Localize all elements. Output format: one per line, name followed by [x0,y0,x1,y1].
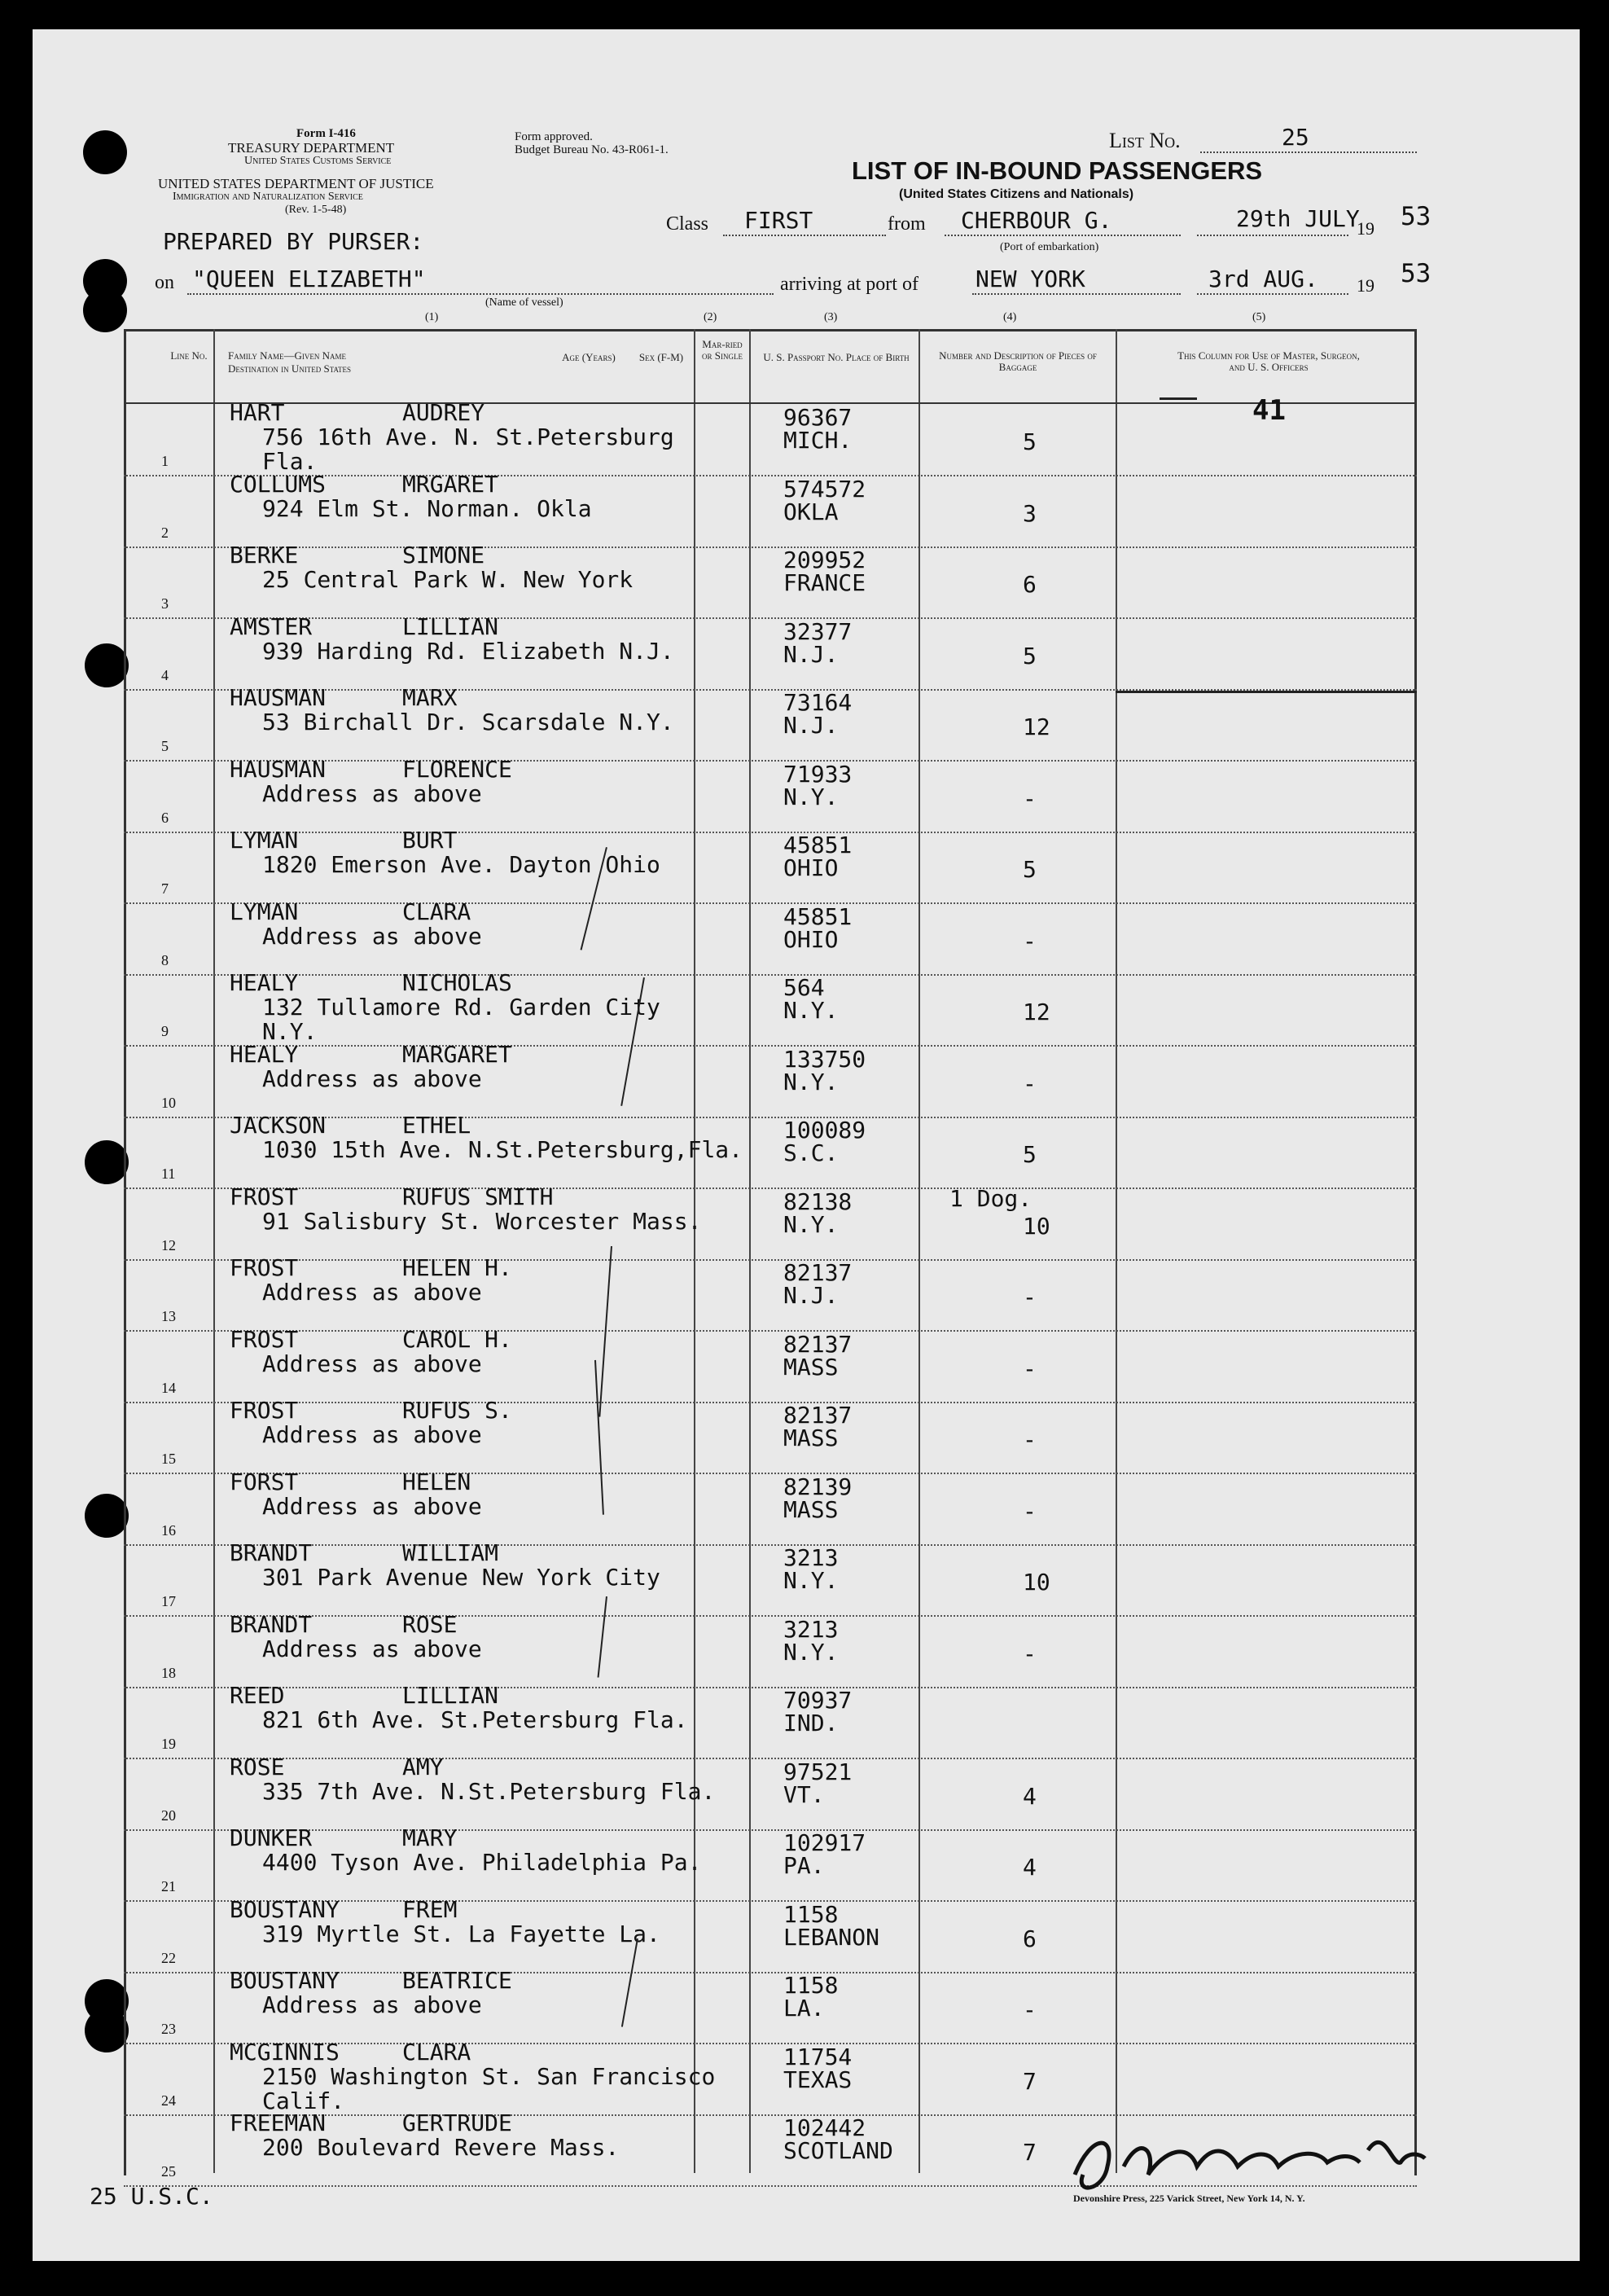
table-row [124,399,1417,476]
place-of-birth: N.Y. [783,783,839,810]
line-number: 3 [161,595,169,612]
given-name: LILLIAN [402,1682,499,1709]
passport-number: 1158 [783,1900,839,1928]
vessel-note: (Name of vessel) [485,296,563,309]
header-passport: U. S. Passport No. Place of Birth [763,351,910,363]
passport-number: 82137 [783,1259,853,1286]
family-name: BOUSTANY [230,1967,340,1994]
place-of-birth: MASS [783,1353,839,1381]
arrival-year: 53 [1401,259,1431,288]
punch-hole [85,2008,129,2052]
usc-reference: 25 U.S.C. [90,2183,213,2210]
place-of-birth: MASS [783,1425,839,1451]
header-married: Mar-ried or Single [702,338,743,362]
given-name: HELEN H. [402,1254,512,1281]
family-name: BERKE [230,542,299,569]
family-name: FROST [230,1254,299,1281]
given-name: AUDREY [402,399,485,426]
given-name: FREM [402,1895,458,1923]
officer-mark: 41 [1252,394,1286,427]
given-name: SIMONE [402,542,485,569]
line-number: 7 [161,880,169,897]
passport-number: 1158 [783,1972,839,1999]
family-name: BOUSTANY [230,1895,340,1923]
vessel-field: "QUEEN ELIZABETH" [187,262,774,295]
destination: Address as above [262,1279,482,1306]
baggage-count: 5 [1023,428,1037,455]
line-number: 14 [161,1379,176,1396]
baggage-count: 5 [1023,642,1037,669]
family-name: BRANDT [230,1610,313,1638]
place-of-birth: N.Y. [783,1210,839,1238]
embarkation-note: (Port of embarkation) [1000,241,1099,253]
given-name: MARGARET [402,1040,512,1068]
family-name: BRANDT [230,1539,313,1566]
passport-number: 3213 [783,1615,839,1643]
place-of-birth: MICH. [783,427,853,454]
table-row [124,1824,1417,1902]
passport-number: 133750 [783,1045,866,1073]
passport-number: 32377 [783,617,853,645]
destination: Address as above [262,1065,482,1092]
table-row [124,1468,1417,1546]
destination: 2150 Washington St. San Francisco [262,2062,716,2090]
baggage-count: - [1023,1284,1037,1310]
customs-service: United States Customs Service [244,155,392,167]
table-row [124,2038,1417,2116]
destination: 319 Myrtle St. La Fayette La. [262,1920,660,1947]
table-row [124,1967,1417,2044]
passport-number: 82137 [783,1402,853,1429]
destination: 756 16th Ave. N. St.Petersburg [262,424,674,450]
given-name: RUFUS S. [402,1397,512,1424]
column-number: (5) [1252,311,1266,323]
destination: 821 6th Ave. St.Petersburg Fla. [262,1706,688,1733]
line-number: 19 [161,1736,176,1752]
line-number: 21 [161,1878,176,1894]
place-of-birth: FRANCE [783,569,866,596]
passport-number: 11754 [783,2043,853,2070]
passport-number: 574572 [783,475,866,503]
table-row [124,1112,1417,1189]
place-of-birth: OKLA [783,498,839,525]
baggage-count: 6 [1023,571,1037,598]
line-number: 13 [161,1308,176,1324]
given-name: MRGARET [402,470,499,498]
table-row [124,1183,1417,1261]
on-label: on [155,272,174,293]
destination: Address as above [262,1492,482,1520]
place-of-birth: SCOTLAND [783,2137,893,2164]
arrival-century: 19 [1357,275,1374,296]
table-row [124,542,1417,619]
passport-number: 96367 [783,404,853,431]
header-line-no: Line No. [170,349,208,362]
punch-hole [85,1140,129,1184]
line-number: 9 [161,1023,169,1039]
table-row [124,827,1417,904]
line-number: 25 [161,2163,176,2180]
line-number: 12 [161,1236,176,1253]
family-name: LYMAN [230,827,299,854]
baggage-count: 5 [1023,1141,1037,1168]
line-number: 22 [161,1949,176,1966]
form-revision: (Rev. 1-5-48) [285,204,347,216]
table-row [124,755,1417,833]
line-number: 20 [161,1807,176,1824]
table-row [124,1610,1417,1688]
passport-number: 564 [783,974,825,1001]
place-of-birth: N.J. [783,640,839,668]
arriving-label: arriving at port of [780,274,918,295]
punch-hole [85,1494,129,1538]
form-title: LIST OF IN-BOUND PASSENGERS [852,156,1263,185]
family-name: HAUSMAN [230,684,327,711]
budget-bureau: Budget Bureau No. 43-R061-1. [515,143,669,156]
table-row [124,969,1417,1047]
destination: Address as above [262,779,482,807]
destination: 1820 Emerson Ave. Dayton Ohio [262,851,660,878]
line-number: 1 [161,453,169,469]
destination: Address as above [262,922,482,950]
baggage-count: - [1023,927,1037,955]
table-row [124,1254,1417,1332]
place-of-birth: IND. [783,1710,839,1736]
list-no-field: 25 [1200,124,1417,153]
given-name: ROSE [402,1610,458,1638]
table-row [124,1682,1417,1759]
family-name: FROST [230,1183,299,1210]
table-row [124,1895,1417,1973]
family-name: ROSE [230,1753,285,1780]
column-number: (2) [704,311,717,323]
passport-number: 73164 [783,689,853,716]
family-name: DUNKER [230,1824,313,1851]
form-approved: Form approved. [515,130,593,143]
class-label: Class [666,213,709,235]
place-of-birth: N.J. [783,1282,839,1309]
passport-number: 209952 [783,547,866,573]
destination: Address as above [262,1635,482,1662]
baggage-count: 6 [1023,1925,1037,1952]
header-age: Age (Years) [562,351,616,363]
family-name: FROST [230,1325,299,1353]
immigration-service: Immigration and Naturalization Service [173,191,363,203]
place-of-birth: LA. [783,1995,825,2022]
given-name: AMY [402,1753,444,1780]
place-of-birth: N.J. [783,712,839,739]
place-of-birth: OHIO [783,925,839,953]
destination-line-2: Calif. [262,2087,345,2114]
column-number: (1) [425,311,439,323]
line-number: 16 [161,1521,176,1539]
line-number: 10 [161,1094,176,1111]
table-row [124,1753,1417,1831]
place-of-birth: S.C. [783,1139,839,1166]
place-of-birth: TEXAS [783,2066,853,2093]
line-number: 18 [161,1664,176,1681]
passport-number: 102442 [783,2114,866,2141]
depart-date-field: 29th JULY [1197,205,1348,236]
given-name: BEATRICE [402,1967,512,1994]
punch-hole [85,643,129,687]
passport-number: 70937 [783,1687,853,1714]
baggage-count: - [1023,784,1037,812]
place-of-birth: N.Y. [783,1638,839,1666]
table-row [124,1539,1417,1617]
family-name: REED [230,1682,285,1709]
table-row [124,1040,1417,1118]
baggage-count: 7 [1023,2139,1037,2166]
passport-number: 3213 [783,1544,839,1571]
destination-line-2: Fla. [262,448,318,475]
line-number: 8 [161,951,169,968]
line-number: 17 [161,1593,176,1609]
table-row [124,1397,1417,1474]
destination: Address as above [262,1991,482,2018]
family-name: MCGINNIS [230,2038,340,2066]
header-sex: Sex (F-M) [638,351,684,363]
baggage-count: 5 [1023,856,1037,883]
treasury-dept: TREASURY DEPARTMENT [228,140,395,156]
place-of-birth: MASS [783,1495,839,1523]
passport-number: 97521 [783,1758,853,1785]
officer-dash [1160,397,1197,400]
table-row [124,898,1417,976]
family-name: FROST [230,1397,299,1424]
given-name: BURT [402,827,458,854]
place-of-birth: LEBANON [783,1923,880,1951]
given-name: MARY [402,1824,458,1851]
given-name: CAROL H. [402,1325,512,1353]
place-of-birth: N.Y. [783,1068,839,1095]
header-officers: This Column for Use of Master, Surgeon, and U. S. Officers [1177,349,1360,373]
line-number: 5 [161,738,169,754]
destination-line-2: N.Y. [262,1018,318,1045]
destination: 1030 15th Ave. N.St.Petersburg,Fla. [262,1136,743,1163]
baggage-count: 3 [1023,499,1037,527]
place-of-birth: N.Y. [783,1567,839,1594]
destination: 4400 Tyson Ave. Philadelphia Pa. [262,1849,702,1876]
given-name: WILLIAM [402,1539,499,1566]
given-name: GERTRUDE [402,2109,512,2136]
header-baggage: Number and Description of Pieces of Baggage [939,349,1097,373]
table-row [124,1325,1417,1403]
column-number: (3) [824,311,838,323]
family-name: LYMAN [230,898,299,925]
passport-number: 100089 [783,1117,866,1144]
destination: 200 Boulevard Revere Mass. [262,2134,620,2161]
given-name: ETHEL [402,1112,471,1139]
form-number: Form I-416 [296,127,356,140]
line-number: 2 [161,524,169,541]
class-field: FIRST [723,205,886,236]
place-of-birth: OHIO [783,854,839,881]
given-name: LILLIAN [402,612,499,640]
family-name: AMSTER [230,612,313,640]
destination: Address as above [262,1421,482,1448]
baggage-note: 1 Dog. [949,1184,1032,1212]
line-number: 23 [161,2021,176,2037]
passport-number: 102917 [783,1829,866,1856]
from-label: from [888,213,926,235]
destination: 924 Elm St. Norman. Okla [262,494,592,522]
place-of-birth: PA. [783,1852,825,1879]
destination: Address as above [262,1350,482,1377]
baggage-count: - [1023,1426,1037,1453]
destination: 53 Birchall Dr. Scarsdale N.Y. [262,709,674,735]
baggage-count: - [1023,1354,1037,1382]
given-name: CLARA [402,2038,471,2066]
family-name: JACKSON [230,1112,327,1139]
line-number: 11 [161,1166,176,1182]
baggage-count: 10 [1023,1569,1050,1596]
punch-hole [83,288,127,332]
line-number: 4 [161,666,169,683]
destination: 939 Harding Rd. Elizabeth N.J. [262,637,674,665]
table-row [124,470,1417,548]
family-name: FREEMAN [230,2109,327,2136]
family-name: HART [230,399,285,426]
column-number: (4) [1003,311,1017,323]
depart-year: 53 [1401,202,1431,231]
line-number: 15 [161,1451,176,1467]
passport-number: 71933 [783,760,853,788]
baggage-count: - [1023,1640,1037,1667]
family-name: HAUSMAN [230,755,327,783]
baggage-count: 4 [1023,1782,1037,1810]
family-name: FORST [230,1468,299,1495]
embarkation-field: CHERBOUR G. [945,205,1181,236]
destination: 301 Park Avenue New York City [262,1564,660,1591]
justice-dept: UNITED STATES DEPARTMENT OF JUSTICE [158,176,434,191]
punch-hole [83,130,127,174]
baggage-count: 4 [1023,1854,1037,1881]
arrival-date-field: 3rd AUG. [1197,262,1348,295]
header-destination: Destination in United States [228,362,352,375]
given-name: HELEN [402,1468,471,1495]
passport-number: 82137 [783,1330,853,1358]
prepared-by: PREPARED BY PURSER: [163,228,424,255]
given-name: RUFUS SMITH [402,1183,554,1210]
baggage-count: - [1023,1996,1037,2023]
line-number: 24 [161,2092,176,2109]
baggage-count: 12 [1023,999,1050,1025]
baggage-count: 7 [1023,2067,1037,2095]
passport-number: 45851 [783,902,853,930]
header-name: Family Name—Given Name [228,349,346,362]
baggage-count: 10 [1023,1212,1050,1240]
passport-number: 82139 [783,1473,853,1500]
family-name: HEALY [230,1040,299,1068]
passport-number: 45851 [783,832,853,858]
printer-imprint: Devonshire Press, 225 Varick Street, New York 14, N. Y. [1073,2193,1305,2204]
baggage-count: 12 [1023,713,1050,740]
given-name: CLARA [402,898,471,925]
family-name: COLLUMS [230,470,327,498]
passport-number: 82138 [783,1188,853,1215]
list-no-label: List No. [1109,129,1181,152]
baggage-count: - [1023,1069,1037,1097]
given-name: NICHOLAS [402,969,512,996]
baggage-count: - [1023,1497,1037,1525]
destination: 335 7th Ave. N.St.Petersburg Fla. [262,1777,716,1805]
table-row [124,612,1417,691]
family-name: HEALY [230,969,299,996]
destination: 25 Central Park W. New York [262,566,634,593]
place-of-birth: N.Y. [783,997,839,1024]
line-number: 6 [161,809,169,826]
given-name: FLORENCE [402,755,512,783]
form-subtitle: (United States Citizens and Nationals) [899,187,1134,201]
arrival-port-field: NEW YORK [972,262,1181,295]
place-of-birth: VT. [783,1780,825,1808]
destination: 132 Tullamore Rd. Garden City [262,994,660,1021]
destination: 91 Salisbury St. Worcester Mass. [262,1207,702,1235]
table-row [124,684,1417,762]
given-name: MARX [402,684,458,711]
depart-century: 19 [1357,218,1374,239]
